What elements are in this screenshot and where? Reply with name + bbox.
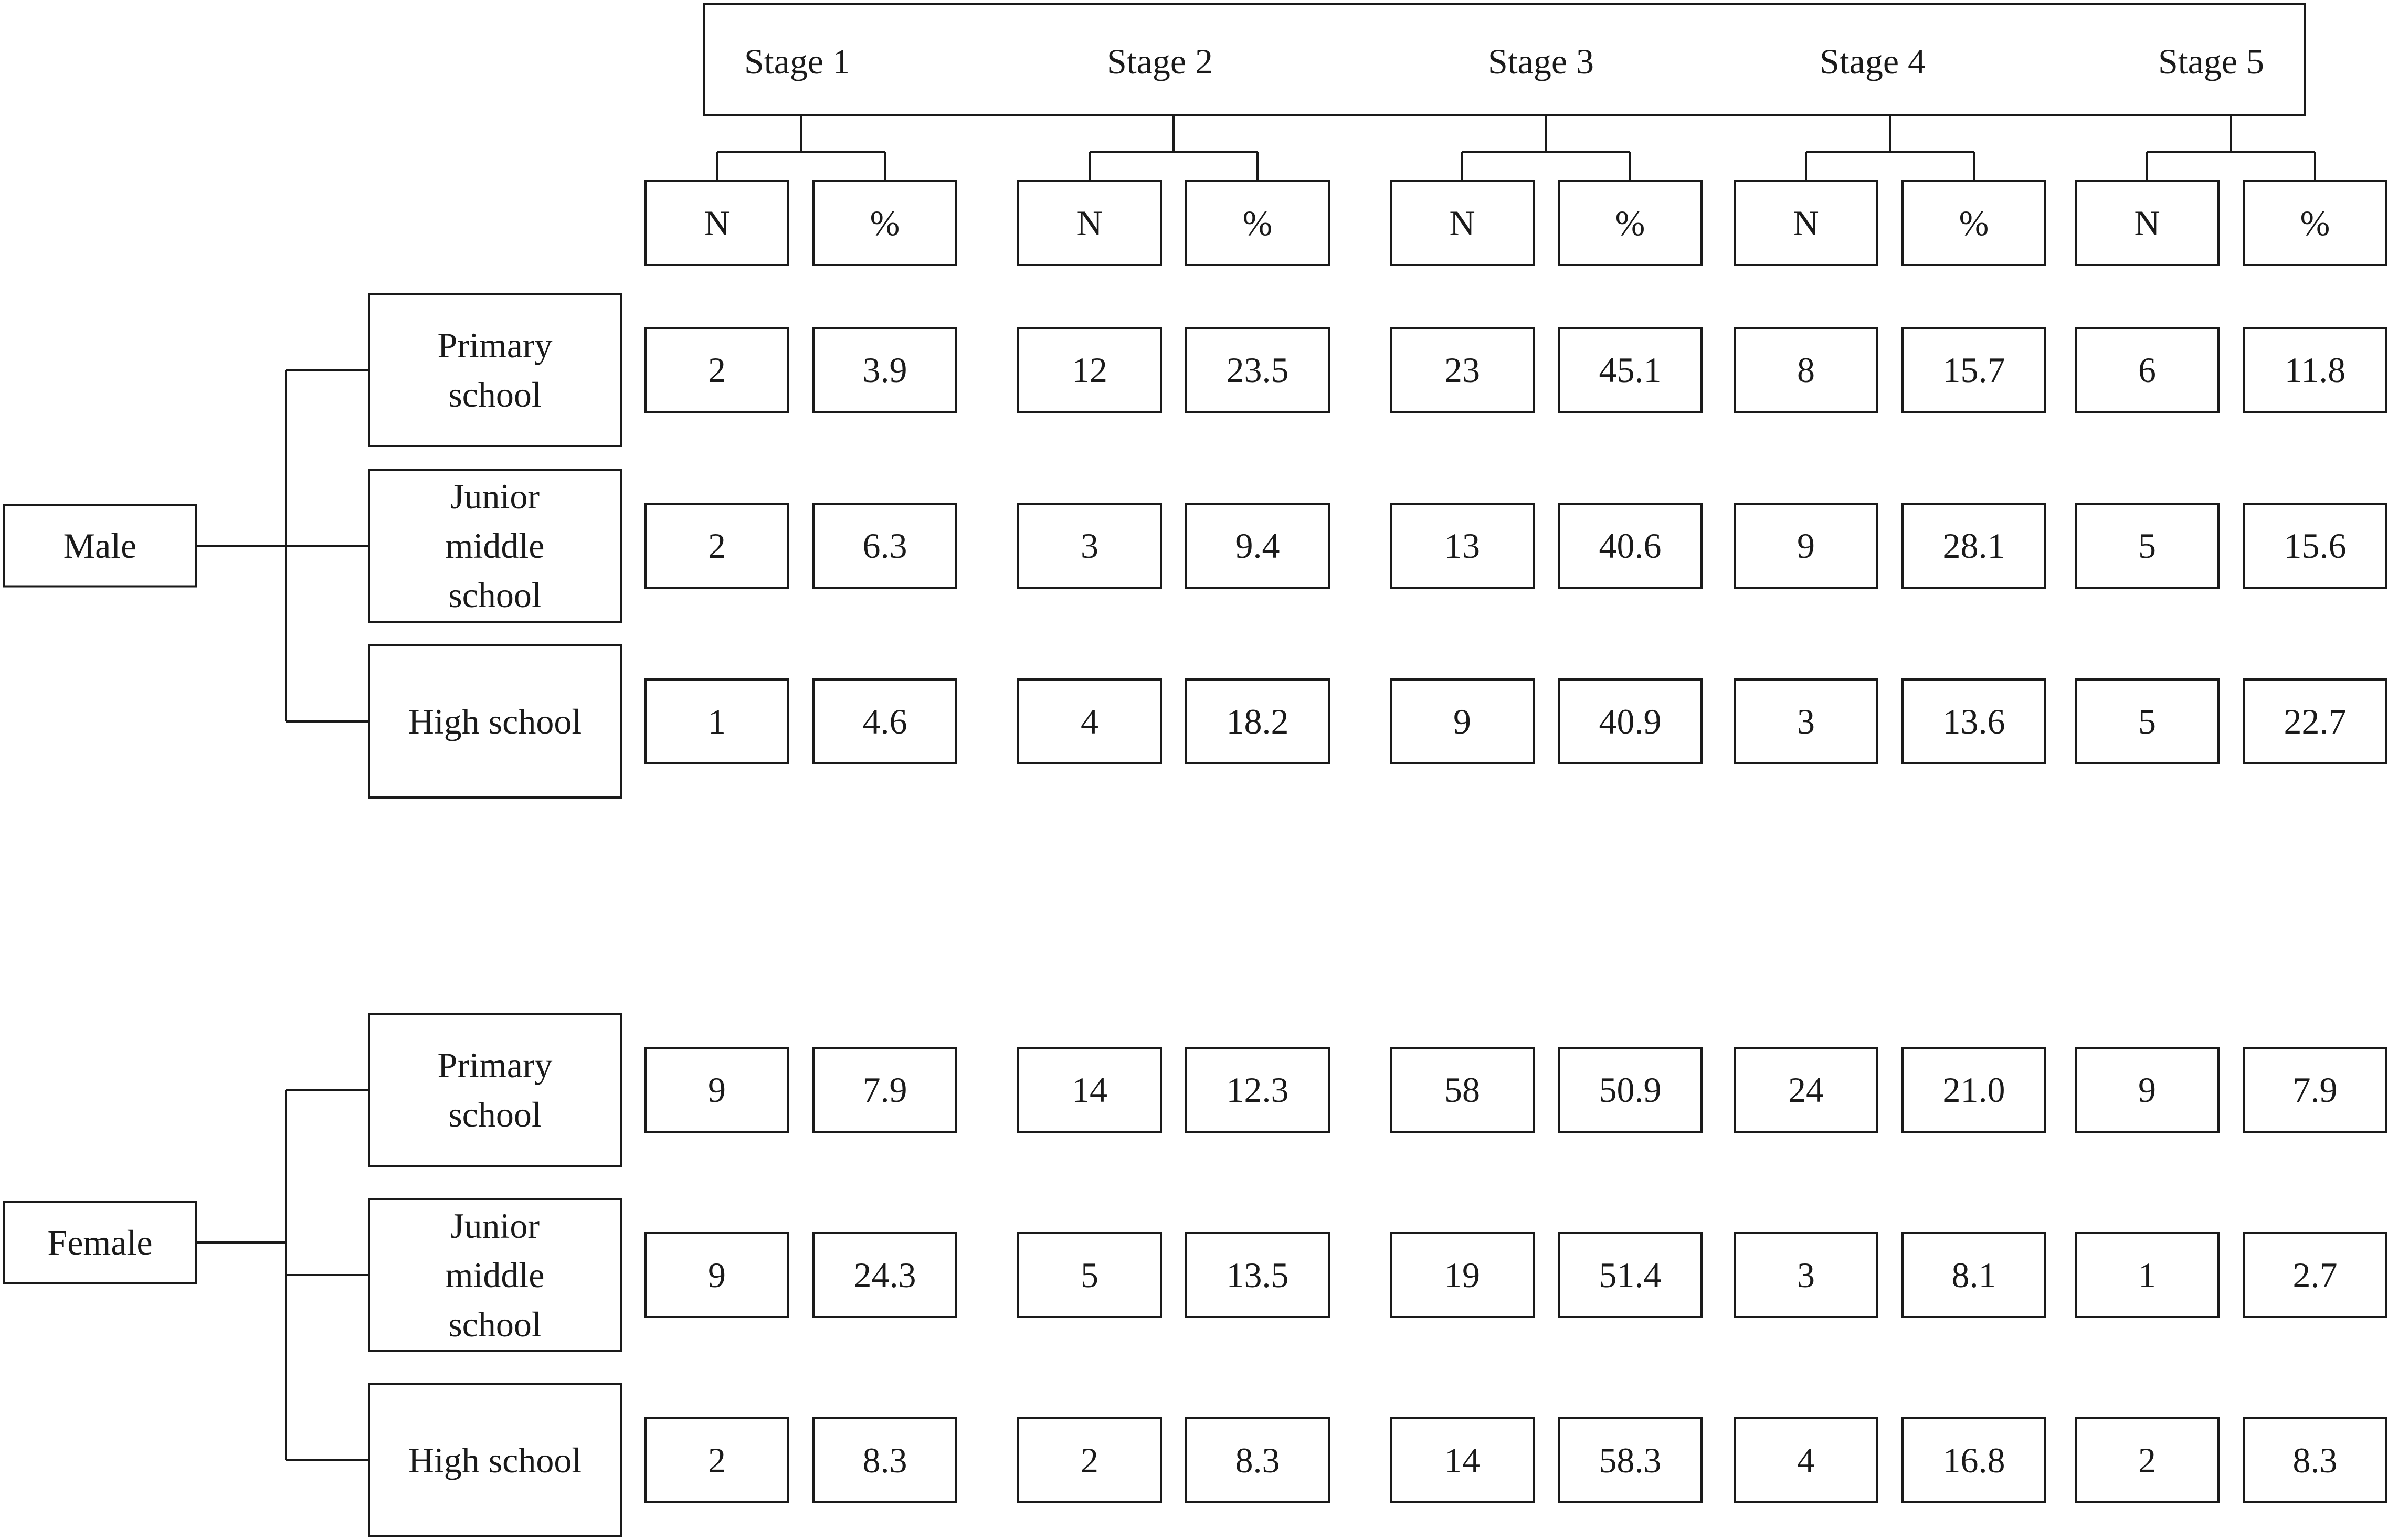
female-junior-middle-school-stage-2-n-value: 5 — [1081, 1255, 1098, 1295]
male-primary-school-stage-2-n-value: 12 — [1072, 350, 1107, 390]
male-high-school-label-line-1: High school — [408, 702, 582, 741]
stage-5-n-header: N — [2134, 203, 2160, 243]
female-junior-middle-school-stage-5-pct-value: 2.7 — [2292, 1255, 2338, 1295]
female-primary-school-stage-4-n-value: 24 — [1788, 1070, 1824, 1110]
male-junior-middle-school-stage-5-n-value: 5 — [2138, 526, 2156, 566]
stage-label-1: Stage 1 — [744, 41, 851, 81]
male-primary-school-stage-1-pct-value: 3.9 — [862, 350, 907, 390]
stage-label-3: Stage 3 — [1487, 41, 1594, 81]
male-high-school-stage-4-n-value: 3 — [1797, 702, 1815, 741]
male-junior-middle-school-stage-1-n-value: 2 — [708, 526, 726, 566]
stage-4-n-header: N — [1793, 203, 1819, 243]
male-primary-school-stage-5-n-value: 6 — [2138, 350, 2156, 390]
female-primary-school-stage-1-pct-value: 7.9 — [862, 1070, 907, 1110]
female-junior-middle-school-stage-4-n-value: 3 — [1797, 1255, 1815, 1295]
female-junior-middle-school-stage-3-n-value: 19 — [1444, 1255, 1480, 1295]
male-primary-school-stage-4-pct-value: 15.7 — [1942, 350, 2005, 390]
male-primary-school-stage-2-pct-value: 23.5 — [1226, 350, 1289, 390]
female-junior-middle-school-stage-1-pct-value: 24.3 — [853, 1255, 916, 1295]
male-high-school-stage-5-n-value: 5 — [2138, 702, 2156, 741]
male-junior-middle-school-label-line-1: Junior — [450, 476, 540, 516]
column-headers — [646, 181, 2386, 265]
group-male — [4, 294, 2386, 798]
female-primary-school-stage-1-n-value: 9 — [708, 1070, 726, 1110]
female-junior-middle-school-stage-3-pct-value: 51.4 — [1599, 1255, 1662, 1295]
male-junior-middle-school-stage-1-pct-value: 6.3 — [862, 526, 907, 566]
male-primary-school-stage-3-n-value: 23 — [1444, 350, 1480, 390]
female-primary-school-stage-3-pct-value: 50.9 — [1599, 1070, 1662, 1110]
male-high-school-stage-1-pct-value: 4.6 — [862, 702, 907, 741]
female-high-school-stage-2-pct-value: 8.3 — [1235, 1440, 1280, 1480]
male-tree-connector — [196, 370, 369, 721]
male-primary-school-stage-3-pct-value: 45.1 — [1599, 350, 1662, 390]
male-high-school-stage-3-n-value: 9 — [1453, 702, 1471, 741]
female-high-school-stage-1-n-value: 2 — [708, 1440, 726, 1480]
female-primary-school-stage-5-pct-value: 7.9 — [2292, 1070, 2338, 1110]
stage-2-n-header: N — [1076, 203, 1103, 243]
stage-4-bracket — [1806, 115, 1974, 181]
female-tree-connector — [196, 1090, 369, 1460]
male-high-school-stage-5-pct-value: 22.7 — [2284, 702, 2347, 741]
stage-1-pct-header: % — [870, 203, 900, 243]
female-junior-middle-school-stage-1-n-value: 9 — [708, 1255, 726, 1295]
stage-label-5: Stage 5 — [2158, 41, 2265, 81]
female-primary-school-stage-2-pct-value: 12.3 — [1226, 1070, 1289, 1110]
female-primary-school-stage-2-n-value: 14 — [1072, 1070, 1107, 1110]
female-high-school-stage-5-pct-value: 8.3 — [2292, 1440, 2338, 1480]
female-primary-school-stage-5-n-value: 9 — [2138, 1070, 2156, 1110]
gender-groups — [4, 294, 2386, 1536]
male-junior-middle-school-stage-2-n-value: 3 — [1081, 526, 1098, 566]
stage-3-n-header: N — [1449, 203, 1475, 243]
male-junior-middle-school-label-line-2: middle — [445, 526, 545, 566]
female-primary-school-label-line-1: Primary — [437, 1045, 553, 1085]
stage-3-pct-header: % — [1615, 203, 1645, 243]
stage-header — [704, 4, 2315, 181]
male-primary-school-stage-5-pct-value: 11.8 — [2284, 350, 2346, 390]
stage-1-n-header: N — [704, 203, 730, 243]
female-high-school-stage-3-pct-value: 58.3 — [1599, 1440, 1662, 1480]
male-high-school-stage-3-pct-value: 40.9 — [1599, 702, 1662, 741]
female-high-school-stage-3-n-value: 14 — [1444, 1440, 1480, 1480]
female-label: Female — [47, 1223, 153, 1262]
male-junior-middle-school-stage-2-pct-value: 9.4 — [1235, 526, 1280, 566]
stage-2-pct-header: % — [1242, 203, 1273, 243]
male-label: Male — [63, 526, 137, 566]
male-junior-middle-school-stage-4-n-value: 9 — [1797, 526, 1815, 566]
male-high-school-stage-1-n-value: 1 — [708, 702, 726, 741]
female-high-school-stage-1-pct-value: 8.3 — [862, 1440, 907, 1480]
male-junior-middle-school-stage-3-n-value: 13 — [1444, 526, 1480, 566]
female-primary-school-box — [369, 1014, 621, 1166]
stage-2-bracket — [1090, 115, 1258, 181]
female-junior-middle-school-stage-5-n-value: 1 — [2138, 1255, 2156, 1295]
female-junior-middle-school-label-line-2: middle — [445, 1255, 545, 1295]
male-primary-school-label-line-1: Primary — [437, 325, 553, 365]
female-junior-middle-school-label-line-1: Junior — [450, 1206, 540, 1246]
female-primary-school-label-line-2: school — [448, 1095, 542, 1134]
stage-5-bracket — [2147, 115, 2315, 181]
male-junior-middle-school-stage-4-pct-value: 28.1 — [1942, 526, 2005, 566]
female-high-school-stage-4-pct-value: 16.8 — [1942, 1440, 2005, 1480]
female-high-school-stage-5-n-value: 2 — [2138, 1440, 2156, 1480]
male-junior-middle-school-stage-3-pct-value: 40.6 — [1599, 526, 1662, 566]
male-junior-middle-school-stage-5-pct-value: 15.6 — [2284, 526, 2347, 566]
male-primary-school-stage-4-n-value: 8 — [1797, 350, 1815, 390]
stage-1-bracket — [717, 115, 885, 181]
female-junior-middle-school-stage-2-pct-value: 13.5 — [1226, 1255, 1289, 1295]
female-high-school-label-line-1: High school — [408, 1440, 582, 1480]
stage-5-pct-header: % — [2300, 203, 2330, 243]
male-junior-middle-school-label-line-3: school — [448, 575, 542, 615]
female-primary-school-stage-3-n-value: 58 — [1444, 1070, 1480, 1110]
stage-3-bracket — [1462, 115, 1630, 181]
male-primary-school-box — [369, 294, 621, 446]
group-female — [4, 1014, 2386, 1536]
female-high-school-stage-4-n-value: 4 — [1797, 1440, 1815, 1480]
female-high-school-stage-2-n-value: 2 — [1081, 1440, 1098, 1480]
stage-label-4: Stage 4 — [1819, 41, 1926, 81]
stage-4-pct-header: % — [1959, 203, 1989, 243]
male-high-school-stage-2-pct-value: 18.2 — [1226, 702, 1289, 741]
male-high-school-stage-2-n-value: 4 — [1081, 702, 1098, 741]
female-junior-middle-school-label-line-3: school — [448, 1304, 542, 1344]
male-primary-school-label-line-2: school — [448, 375, 542, 415]
stage-label-2: Stage 2 — [1106, 41, 1213, 81]
female-primary-school-stage-4-pct-value: 21.0 — [1942, 1070, 2005, 1110]
male-primary-school-stage-1-n-value: 2 — [708, 350, 726, 390]
female-junior-middle-school-stage-4-pct-value: 8.1 — [1951, 1255, 1996, 1295]
male-high-school-stage-4-pct-value: 13.6 — [1942, 702, 2005, 741]
